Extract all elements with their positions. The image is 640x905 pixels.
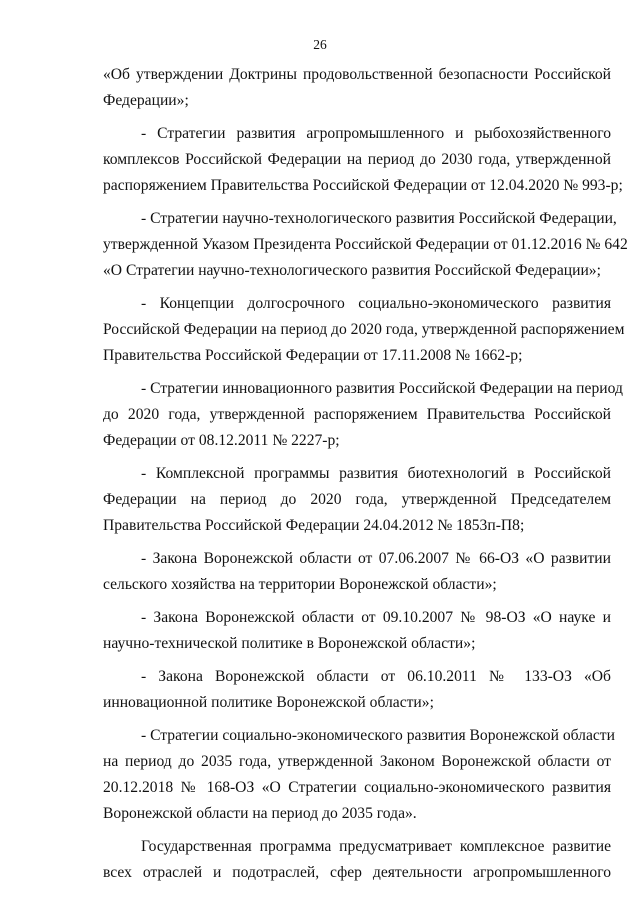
text-line: утвержденной Указом Президента Российской Федерации от 01.12.2016 № 642: [103, 236, 628, 253]
text-line: до 2020 года, утвержденной распоряжением Правительства Российской: [103, 406, 611, 423]
paragraph-longterm-concept: [103, 291, 625, 369]
paragraph-state-program: [103, 834, 611, 886]
text-line: - Комплексной программы развития биотехнологий в Российской: [141, 465, 611, 482]
text-line: Правительства Российской Федерации от 17.11.2008 № 1662-р;: [103, 347, 523, 364]
text-line: - Стратегии инновационного развития Российской Федерации на период: [141, 380, 623, 397]
text-line: - Концепции долгосрочного социально-экономического развития: [141, 295, 611, 312]
text-line: всех отраслей и подотраслей, сфер деятельности агропромышленного: [103, 864, 611, 881]
text-line: сельского хозяйства на территории Воронежской области»;: [103, 576, 497, 593]
text-line: на период до 2035 года, утвержденной Законом Воронежской области от: [103, 753, 611, 770]
text-line: - Закона Воронежской области от 09.10.2007 № 98-ОЗ «О науке и: [141, 609, 611, 626]
paragraph-biotech-program: [103, 461, 611, 539]
text-line: Воронежской области на период до 2035 года».: [103, 805, 417, 822]
text-line: Государственная программа предусматривает комплексное развитие: [141, 838, 611, 855]
text-line: - Стратегии развития агропромышленного и рыбохозяйственного: [141, 125, 611, 142]
text-line: Федерации»;: [103, 92, 189, 109]
text-line: - Закона Воронежской области от 07.06.2007 № 66-ОЗ «О развитии: [141, 550, 611, 567]
paragraph-law-agriculture: [103, 546, 611, 598]
paragraph-agro-strategy: [103, 121, 623, 199]
paragraph-law-science: [103, 605, 611, 657]
text-line: «О Стратегии научно-технологического развития Российской Федерации»;: [103, 262, 601, 279]
page-number: 26: [313, 37, 327, 52]
text-line: научно-технической политике в Воронежской области»;: [103, 635, 476, 652]
text-line: инновационной политике Воронежской области»;: [103, 694, 434, 711]
paragraph-innovation-strategy: [103, 376, 623, 454]
text-line: - Стратегии научно-технологического развития Российской Федерации,: [141, 210, 617, 227]
text-line: Российской Федерации на период до 2020 года, утвержденной распоряжением: [103, 321, 625, 338]
text-line: распоряжением Правительства Российской Федерации от 12.04.2020 № 993-р;: [103, 177, 623, 194]
text-line: 20.12.2018 № 168-ОЗ «О Стратегии социально-экономического развития: [103, 779, 611, 796]
paragraph-science-strategy: [103, 206, 628, 284]
text-line: «Об утверждении Доктрины продовольственной безопасности Российской: [103, 66, 611, 83]
paragraph-law-innovation: [103, 664, 611, 716]
text-line: Правительства Российской Федерации 24.04.2012 № 1853п-П8;: [103, 517, 525, 534]
paragraph-doctrine-ref: [103, 62, 611, 114]
text-line: комплексов Российской Федерации на период до 2030 года, утвержденной: [103, 151, 611, 168]
document-body: [103, 62, 628, 893]
paragraph-regional-strategy: [103, 723, 615, 827]
text-line: - Закона Воронежской области от 06.10.2011 № 133-ОЗ «Об: [141, 668, 611, 685]
text-line: Федерации на период до 2020 года, утвержденной Председателем: [103, 491, 611, 508]
text-line: Федерации от 08.12.2011 № 2227-р;: [103, 432, 340, 449]
text-line: - Стратегии социально-экономического развития Воронежской области: [141, 727, 615, 744]
